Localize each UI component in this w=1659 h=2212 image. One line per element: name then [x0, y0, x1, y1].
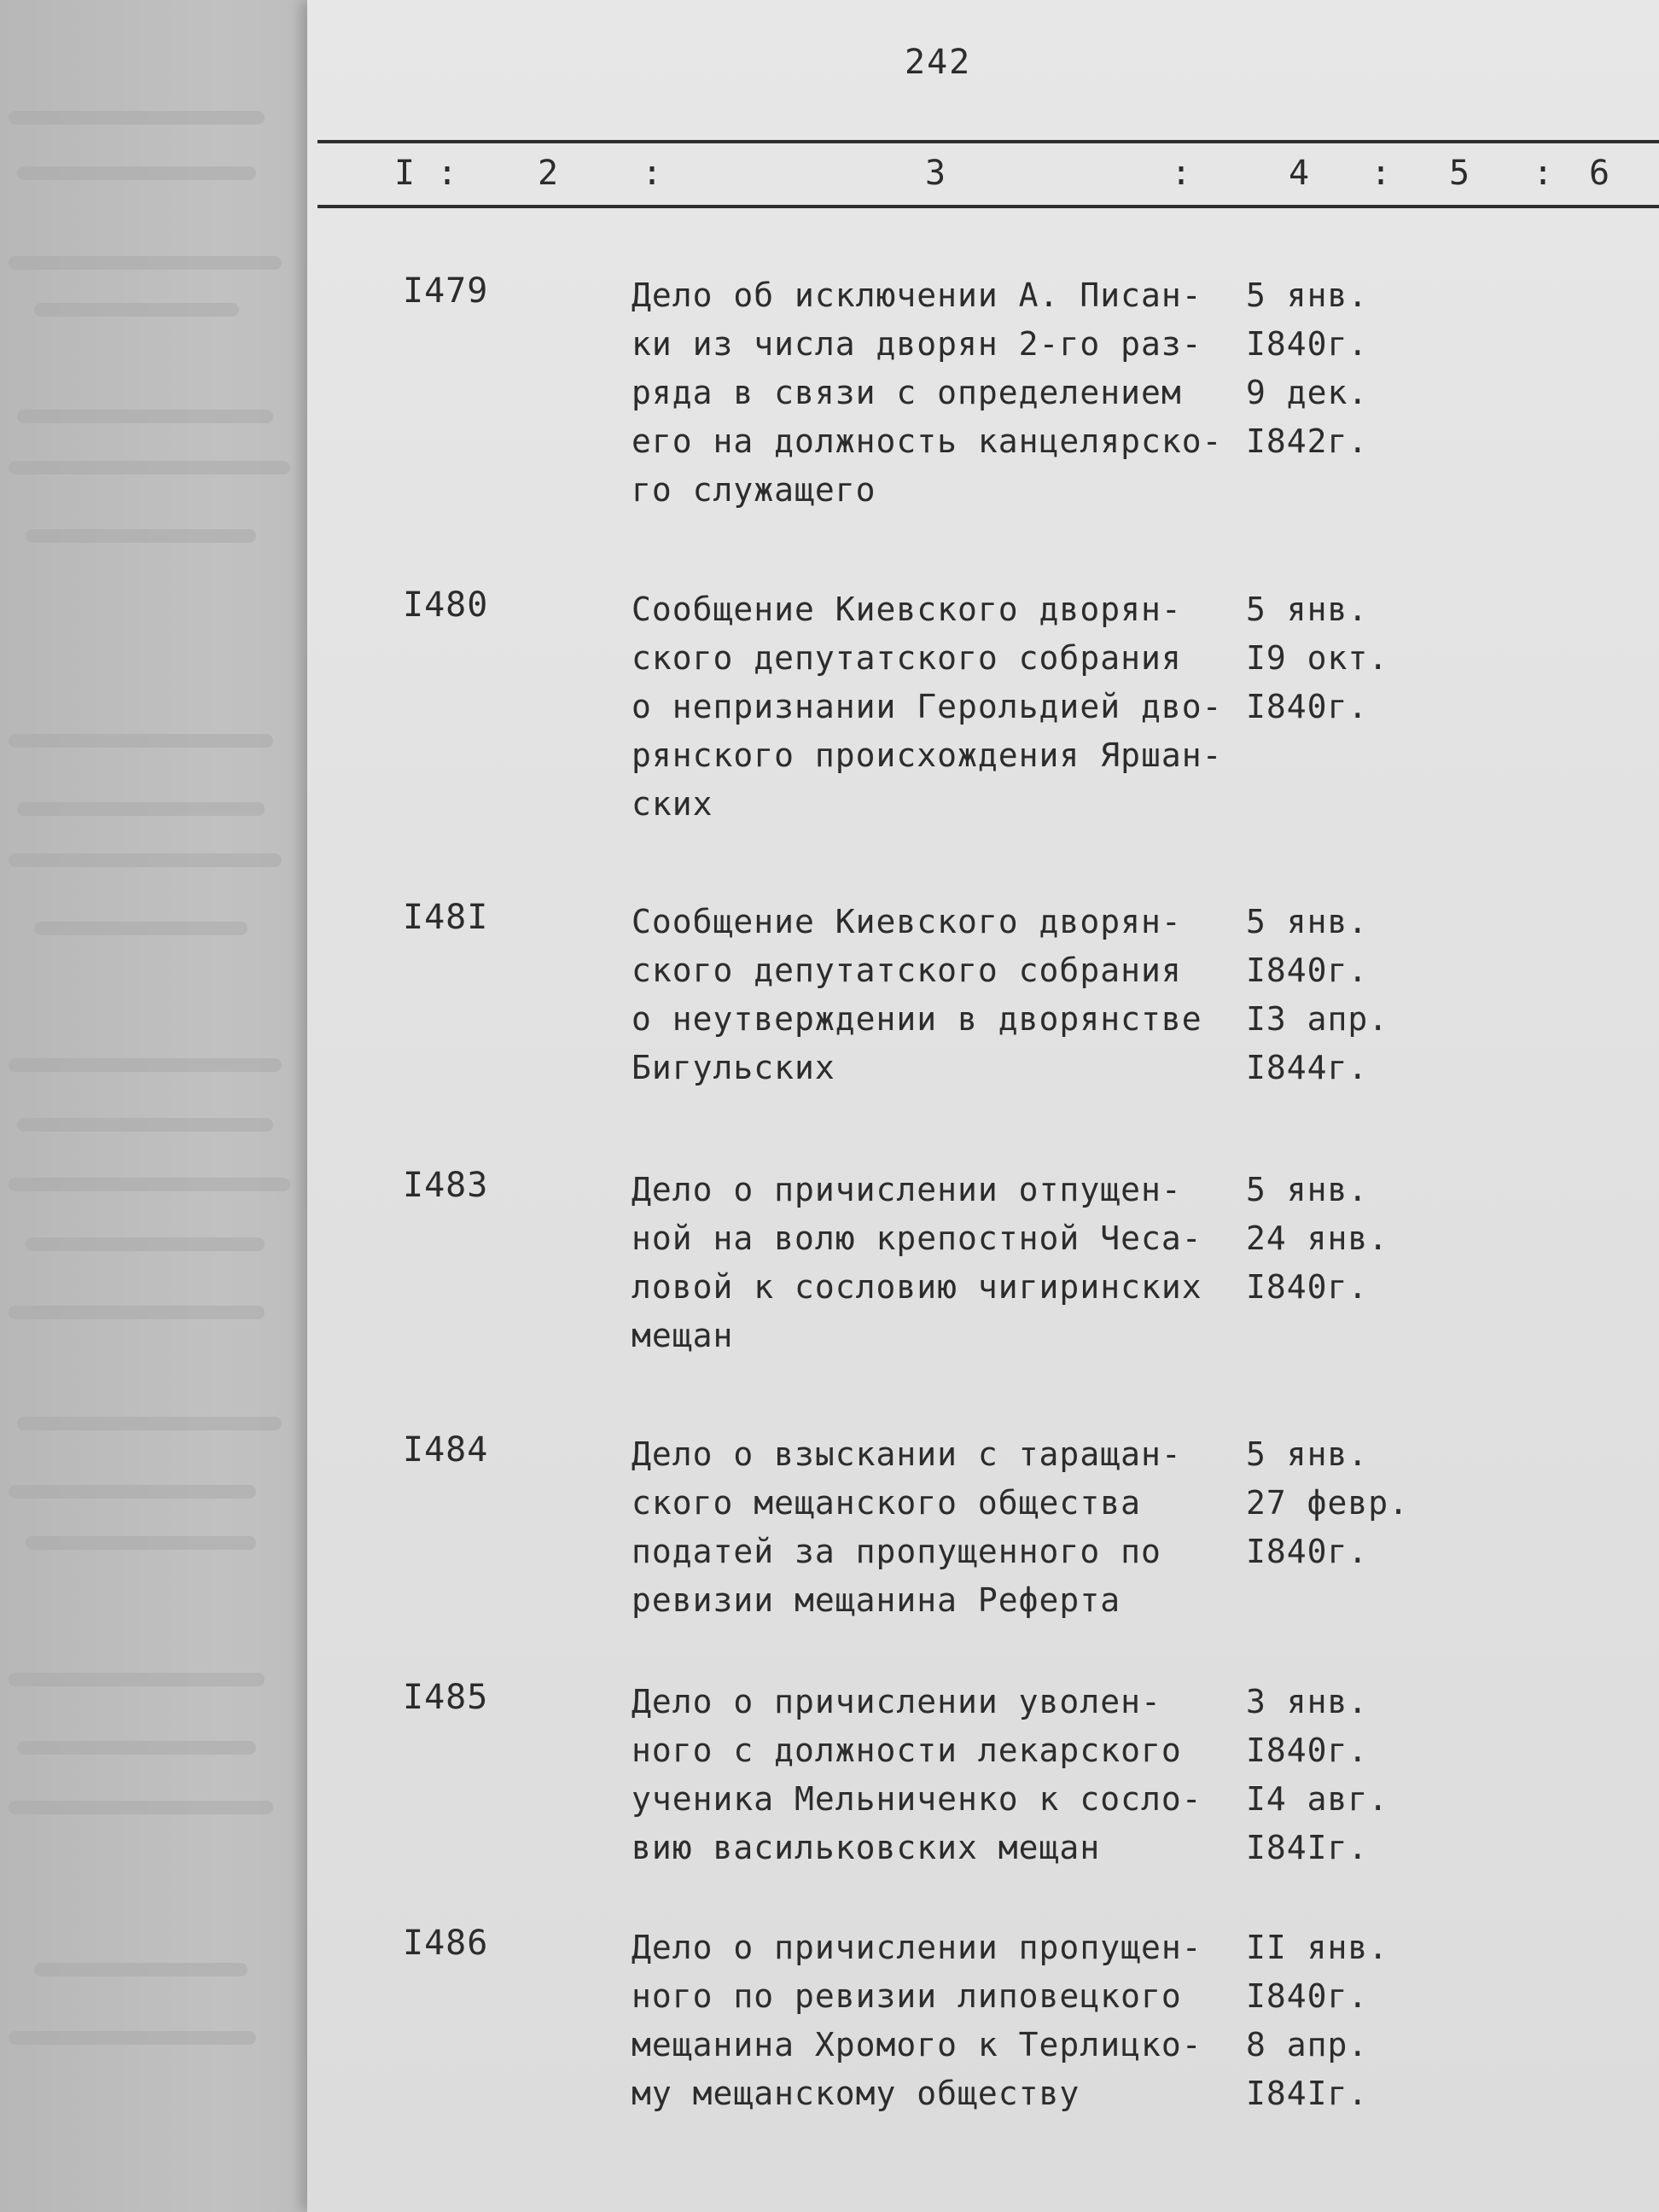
page-number: 242	[905, 43, 972, 82]
description-line: Дело о причислении отпущен-	[632, 1171, 1182, 1208]
entry-description	[632, 1166, 1246, 1360]
date-line: I84Iг.	[1246, 1829, 1369, 1866]
description-line: му мещанскому обществу	[632, 2075, 1080, 2112]
entry-dates	[1246, 585, 1502, 731]
date-line: I9 окт.	[1246, 639, 1389, 677]
description-line: Сообщение Киевского дворян-	[632, 591, 1182, 628]
date-line: I4 авг.	[1246, 1780, 1389, 1818]
date-line: I840г.	[1246, 1533, 1369, 1570]
description-line: ки из числа дворян 2-го раз-	[632, 325, 1202, 363]
date-line: I840г.	[1246, 952, 1369, 989]
date-line: I84Iг.	[1246, 2075, 1369, 2112]
description-line: о непризнании Герольдией дво-	[632, 688, 1223, 725]
date-line: 8 апр.	[1246, 2026, 1369, 2064]
column-6-label: 6	[1589, 154, 1610, 193]
description-line: податей за пропущенного по	[632, 1533, 1161, 1570]
description-line: мещанина Хромого к Терлицко-	[632, 2026, 1202, 2064]
column-2-label: 2	[538, 154, 559, 193]
entry-number: I485	[403, 1678, 489, 1717]
description-line: Дело об исключении А. Писан-	[632, 276, 1202, 314]
entry-number: I479	[403, 271, 489, 311]
entry-dates	[1246, 1678, 1502, 1872]
date-line: 5 янв.	[1246, 591, 1369, 628]
date-line: 9 дек.	[1246, 374, 1369, 411]
entry-description	[632, 271, 1246, 515]
description-line: Дело о причислении пропущен-	[632, 1929, 1202, 1966]
date-line: 5 янв.	[1246, 276, 1369, 314]
date-line: 5 янв.	[1246, 1171, 1369, 1208]
header-rule-top	[317, 140, 1659, 143]
date-line: I842г.	[1246, 422, 1369, 460]
date-line: I840г.	[1246, 1732, 1369, 1769]
description-line: ной на волю крепостной Чеса-	[632, 1220, 1202, 1257]
entry-number: I480	[403, 585, 489, 625]
date-line: 5 янв.	[1246, 1435, 1369, 1473]
description-line: ного по ревизии липовецкого	[632, 1977, 1182, 2015]
description-line: ного с должности лекарского	[632, 1732, 1182, 1769]
description-line: ских	[632, 785, 713, 823]
description-line: вию васильковских мещан	[632, 1829, 1101, 1866]
description-line: ловой к сословию чигиринских	[632, 1268, 1202, 1306]
date-line: 27 февр.	[1246, 1484, 1410, 1522]
date-line: I840г.	[1246, 1977, 1369, 2015]
description-line: мещан	[632, 1317, 734, 1354]
entry-description	[632, 1678, 1246, 1872]
date-line: 24 янв.	[1246, 1220, 1389, 1257]
description-line: ского мещанского общества	[632, 1484, 1141, 1522]
description-line: Дело о взыскании с таращан-	[632, 1435, 1182, 1473]
entry-dates	[1246, 1430, 1502, 1576]
entry-description	[632, 1924, 1246, 2118]
entry-dates	[1246, 898, 1502, 1092]
column-separator: :	[437, 154, 458, 193]
description-line: ревизии мещанина Реферта	[632, 1581, 1121, 1619]
column-separator: :	[642, 154, 663, 193]
column-3-label: 3	[925, 154, 946, 193]
entry-description	[632, 585, 1246, 829]
entry-number: I486	[403, 1924, 489, 1963]
description-line: о неутверждении в дворянстве	[632, 1000, 1202, 1038]
description-line: ского депутатского собрания	[632, 639, 1182, 677]
date-line: I840г.	[1246, 688, 1369, 725]
column-4-label: 4	[1289, 154, 1310, 193]
description-line: ряда в связи с определением	[632, 374, 1182, 411]
description-line: Дело о причислении уволен-	[632, 1683, 1161, 1720]
date-line: II янв.	[1246, 1929, 1389, 1966]
entry-number: I48I	[403, 898, 489, 937]
entry-description	[632, 1430, 1246, 1625]
entry-number: I483	[403, 1166, 489, 1205]
column-separator: :	[1171, 154, 1192, 193]
date-line: I844г.	[1246, 1049, 1369, 1086]
date-line: I840г.	[1246, 325, 1369, 363]
description-line: Сообщение Киевского дворян-	[632, 903, 1182, 940]
entry-dates	[1246, 1166, 1502, 1312]
date-line: 5 янв.	[1246, 903, 1369, 940]
column-1-label: I	[394, 154, 416, 193]
date-line: I840г.	[1246, 1268, 1369, 1306]
description-line: рянского происхождения Яршан-	[632, 736, 1223, 774]
date-line: 3 янв.	[1246, 1683, 1369, 1720]
description-line: Бигульских	[632, 1049, 835, 1086]
column-5-label: 5	[1449, 154, 1470, 193]
description-line: го служащего	[632, 471, 876, 509]
entry-dates	[1246, 1924, 1502, 2118]
previous-page-bleed	[0, 0, 317, 2212]
description-line: ученика Мельниченко к сосло-	[632, 1780, 1202, 1818]
entry-number: I484	[403, 1430, 489, 1470]
date-line: I3 апр.	[1246, 1000, 1389, 1038]
entry-dates	[1246, 271, 1502, 466]
description-line: его на должность канцелярско-	[632, 422, 1223, 460]
header-rule-bottom	[317, 205, 1659, 208]
entry-description	[632, 898, 1246, 1092]
description-line: ского депутатского собрания	[632, 952, 1182, 989]
column-separator: :	[1371, 154, 1392, 193]
column-separator: :	[1533, 154, 1554, 193]
